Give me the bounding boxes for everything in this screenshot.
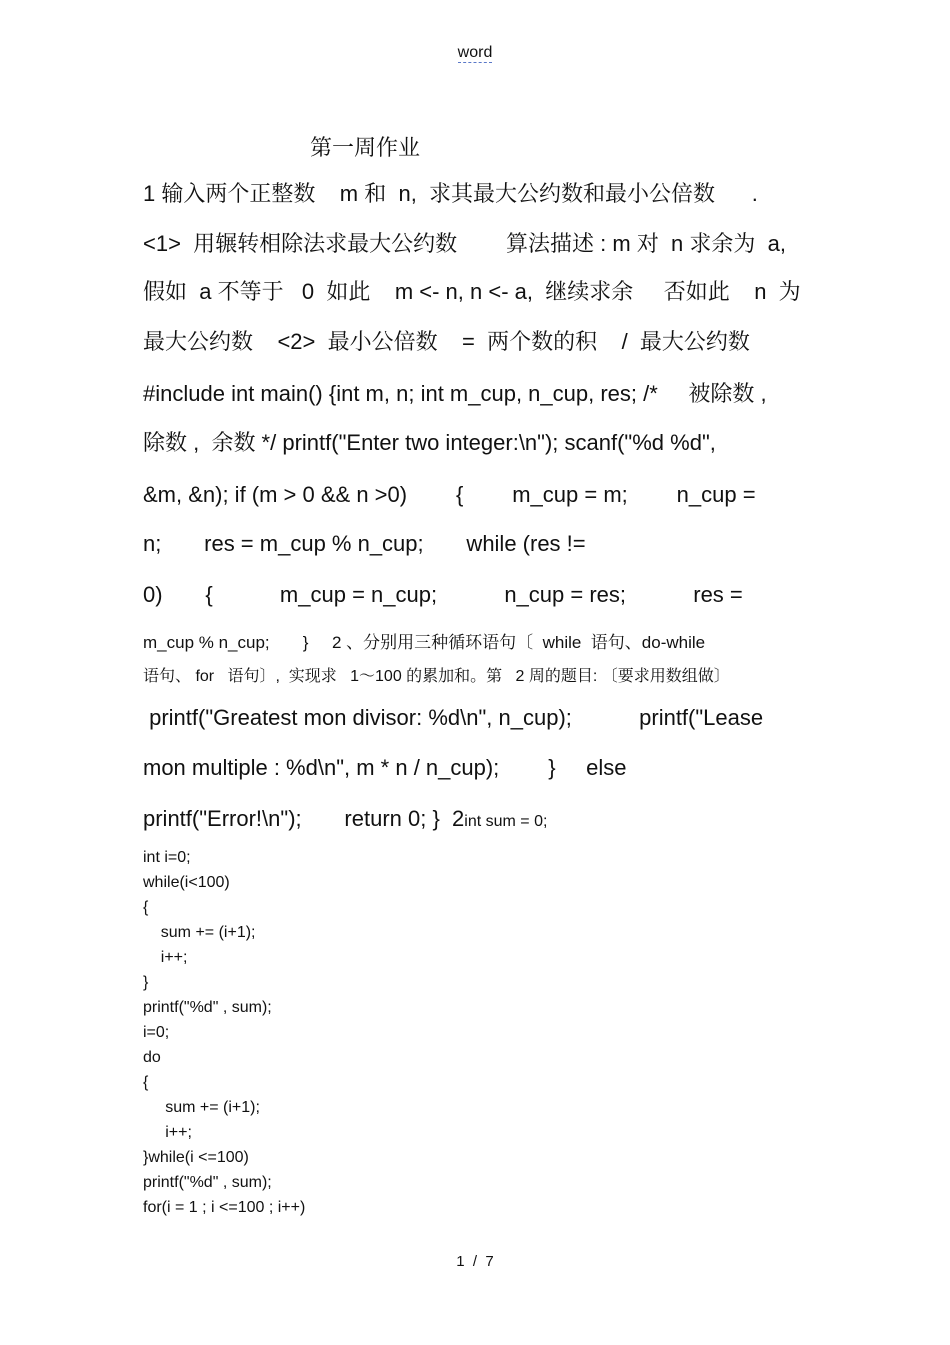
code-line: sum += (i+1); <box>143 1099 260 1116</box>
paragraph-line-3: 假如 a 不等于 0 如此 m <- n, n <- a, 继续求余 否如此 n 为 <box>143 279 801 304</box>
code-line: }while(i <=100) <box>143 1149 249 1166</box>
code-block <box>143 845 305 1220</box>
code-line: printf("%d" , sum); <box>143 999 272 1016</box>
code-line: printf("%d" , sum); <box>143 1174 272 1191</box>
code-line: i++; <box>143 1124 192 1141</box>
paragraph-line-13: mon multiple : %d\n", m * n / n_cup); } else <box>143 755 627 780</box>
page-header <box>0 44 950 62</box>
paragraph-line-1: 1 输入两个正整数 m 和 n, 求其最大公约数和最小公倍数 . <box>143 181 758 206</box>
code-line: i=0; <box>143 1024 170 1041</box>
paragraph-line-9: 0) { m_cup = n_cup; n_cup = res; res = <box>143 582 743 607</box>
code-line: for(i = 1 ; i <=100 ; i++) <box>143 1199 306 1216</box>
paragraph-line-11: 语句、 for 语句〕, 实现求 1～100 的累加和。第 2 周的题目: 〔要求用数组做〕 <box>143 668 730 685</box>
code-line: { <box>143 899 149 916</box>
code-line: do <box>143 1049 161 1066</box>
code-line: } <box>143 974 149 991</box>
paragraph-line-6: 除数 , 余数 */ printf("Enter two integer:\n"); scanf("%d %d", <box>143 430 716 455</box>
code-line: int i=0; <box>143 849 191 866</box>
paragraph-line-8: n; res = m_cup % n_cup; while (res != <box>143 531 586 556</box>
paragraph-line-14-text: printf("Error!\n"); return 0; } 2 <box>143 806 465 831</box>
paragraph-line-12: printf("Greatest mon divisor: %d\n", n_cup); printf("Lease <box>143 705 764 730</box>
paragraph-line-5: #include int main() {int m, n; int m_cup, n_cup, res; /* 被除数 , <box>143 381 767 406</box>
code-line: { <box>143 1074 149 1091</box>
paragraph-line-14 <box>143 808 547 830</box>
page-title: 第一周作业 <box>310 135 421 160</box>
code-line: sum += (i+1); <box>143 924 256 941</box>
paragraph-line-4: 最大公约数 <2> 最小公倍数 = 两个数的积 / 最大公约数 <box>143 329 750 354</box>
code-line: while(i<100) <box>143 874 230 891</box>
inline-code-tail: int sum = 0; <box>464 813 548 830</box>
paragraph-line-7: &m, &n); if (m > 0 && n >0) { m_cup = m; n_cup = <box>143 482 756 507</box>
page-number: 1 / 7 <box>456 1253 494 1270</box>
header-word: word <box>457 44 493 61</box>
code-line: i++; <box>143 949 188 966</box>
paragraph-line-2: <1> 用辗转相除法求最大公约数 算法描述 : m 对 n 求余为 a, <box>143 231 786 256</box>
paragraph-line-10: m_cup % n_cup; } 2 、分别用三种循环语句〔 while 语句、do-while <box>143 633 706 652</box>
